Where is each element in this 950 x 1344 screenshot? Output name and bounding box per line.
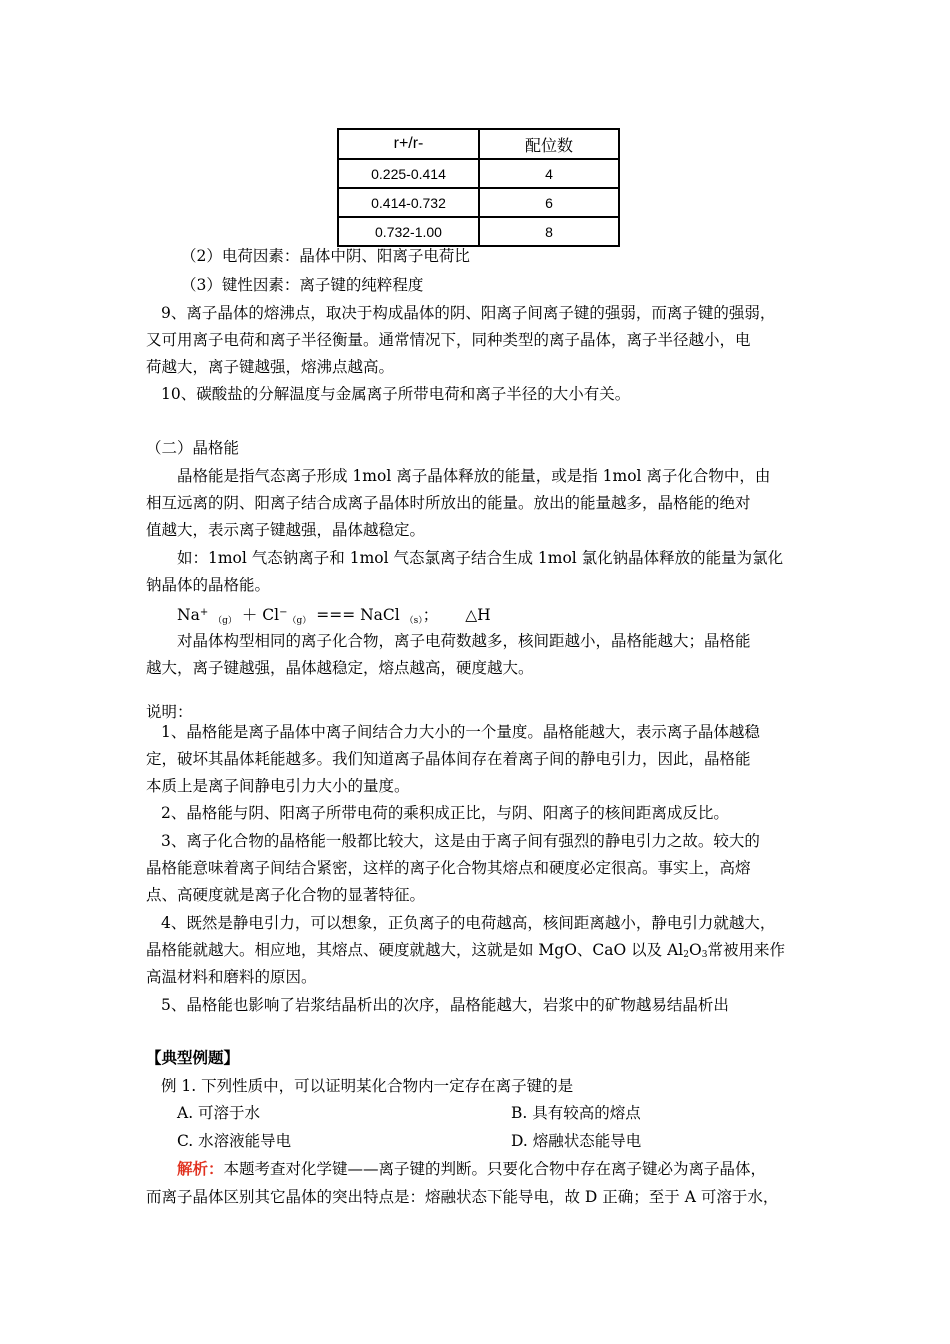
text-line: 点、高硬度就是离子化合物的显著特征。	[146, 886, 426, 904]
radius-ratio-table	[337, 128, 620, 247]
equation-enthalpy: △H	[465, 606, 491, 624]
text-line: 又可用离子电荷和离子半径衡量。通常情况下，同种类型的离子晶体，离子半径越小，电	[146, 331, 751, 349]
equation	[177, 603, 491, 631]
text-line: 晶格能是指气态离子形成 1mol 离子晶体释放的能量，或是指 1mol 离子化合物中，由	[177, 467, 771, 485]
text-line: 相互远离的阴、阳离子结合成离子晶体时所放出的能量。放出的能量越多，晶格能的绝对	[146, 494, 751, 512]
analysis-line	[177, 1159, 766, 1179]
table-header: r+/r-	[338, 129, 479, 159]
text-line: （2）电荷因素：晶体中阴、阳离子电荷比	[181, 247, 470, 265]
text-line: 本质上是离子间静电引力大小的量度。	[146, 777, 410, 795]
equation-na: Na	[177, 606, 200, 624]
table-cell: 6	[479, 188, 619, 217]
section-heading: 【典型例题】	[146, 1048, 240, 1067]
equation-state: （g）	[287, 616, 312, 626]
option-d: D. 熔融状态能导电	[511, 1132, 642, 1150]
text-line: 定，破坏其晶体耗能越多。我们知道离子晶体间存在着离子间的静电引力，因此，晶格能	[146, 750, 751, 768]
option-a: A. 可溶于水	[177, 1104, 261, 1122]
table-cell: 0.732-1.00	[338, 217, 479, 246]
text-segment: 常被用来作	[707, 941, 785, 959]
analysis-label: 解析：	[177, 1159, 224, 1178]
equation-cl-charge: −	[279, 607, 288, 618]
text-line: 5、晶格能也影响了岩浆结晶析出的次序，晶格能越大，岩浆中的矿物越易结晶析出	[161, 996, 729, 1014]
text-line: 说明：	[146, 703, 193, 721]
text-line: 值越大，表示离子键越强，晶体越稳定。	[146, 521, 426, 539]
equation-state: （g）	[213, 616, 237, 626]
equation-product: === NaCl	[316, 606, 400, 624]
table-row	[338, 217, 619, 246]
section-heading: （二）晶格能	[146, 439, 240, 457]
text-line: 越大，离子键越强，晶体越稳定，熔点越高，硬度越大。	[146, 659, 534, 677]
text-line: （3）键性因素：离子键的纯粹程度	[181, 276, 424, 294]
text-line: 10、碳酸盐的分解温度与金属离子所带电荷和离子半径的大小有关。	[161, 385, 631, 403]
text-line: 4、既然是静电引力，可以想象，正负离子的电荷越高，核间距离越小，静电引力就越大，	[161, 914, 776, 932]
subscript: 3	[701, 950, 708, 960]
text-line: 晶格能意味着离子间结合紧密，这样的离子化合物其熔点和硬度必定很高。事实上，高熔	[146, 859, 751, 877]
equation-state: （s）	[404, 616, 423, 626]
text-line: 对晶体构型相同的离子化合物，离子电荷数越多，核间距越小，晶格能越大；晶格能	[177, 632, 751, 650]
text-line	[146, 940, 785, 965]
table-row	[338, 159, 619, 188]
text-line: 2、晶格能与阴、阳离子所带电荷的乘积成正比，与阴、阳离子的核间距离成反比。	[161, 804, 729, 822]
option-b: B. 具有较高的熔点	[511, 1104, 641, 1122]
table-cell: 0.414-0.732	[338, 188, 479, 217]
table-row	[338, 188, 619, 217]
option-c: C. 水溶液能导电	[177, 1132, 292, 1150]
text-line: 1、晶格能是离子晶体中离子间结合力大小的一个量度。晶格能越大，表示离子晶体越稳	[161, 723, 760, 741]
equation-semicolon: ；	[422, 606, 439, 624]
text-segment: 晶格能就越大。相应地，其熔点、硬度就越大，这就是如 MgO、CaO 以及 Al	[146, 941, 684, 959]
text-line: 钠晶体的晶格能。	[146, 576, 271, 594]
text-segment: O	[688, 941, 702, 959]
text-line: 9、离子晶体的熔沸点，取决于构成晶体的阴、阳离子间离子键的强弱，而离子键的强弱，	[161, 304, 776, 322]
text-line: 如：1mol 气态钠离子和 1mol 气态氯离子结合生成 1mol 氯化钠晶体释放的能量为氯化	[177, 549, 784, 567]
table-cell: 4	[479, 159, 619, 188]
text-line: 荷越大，离子键越强，熔沸点越高。	[146, 358, 395, 376]
text-line: 3、离子化合物的晶格能一般都比较大，这是由于离子间有强烈的静电引力之故。较大的	[161, 832, 760, 850]
table-header: 配位数	[479, 129, 619, 159]
subscript: 2	[683, 950, 689, 960]
equation-na-charge: +	[199, 607, 209, 618]
text-line: 高温材料和磨料的原因。	[146, 968, 317, 986]
analysis-text: 本题考查对化学键——离子键的判断。只要化合物中存在离子键必为离子晶体，	[223, 1160, 767, 1178]
analysis-line: 而离子晶体区别其它晶体的突出特点是：熔融状态下能导电，故 D 正确；至于 A 可溶于水，	[146, 1188, 779, 1206]
question-stem: 例 1. 下列性质中，可以证明某化合物内一定存在离子键的是	[161, 1077, 574, 1095]
equation-cl: Cl	[262, 606, 280, 624]
equation-plus: ＋	[241, 606, 258, 624]
table-cell: 8	[479, 217, 619, 246]
table-cell: 0.225-0.414	[338, 159, 479, 188]
table-header-row	[338, 129, 619, 159]
